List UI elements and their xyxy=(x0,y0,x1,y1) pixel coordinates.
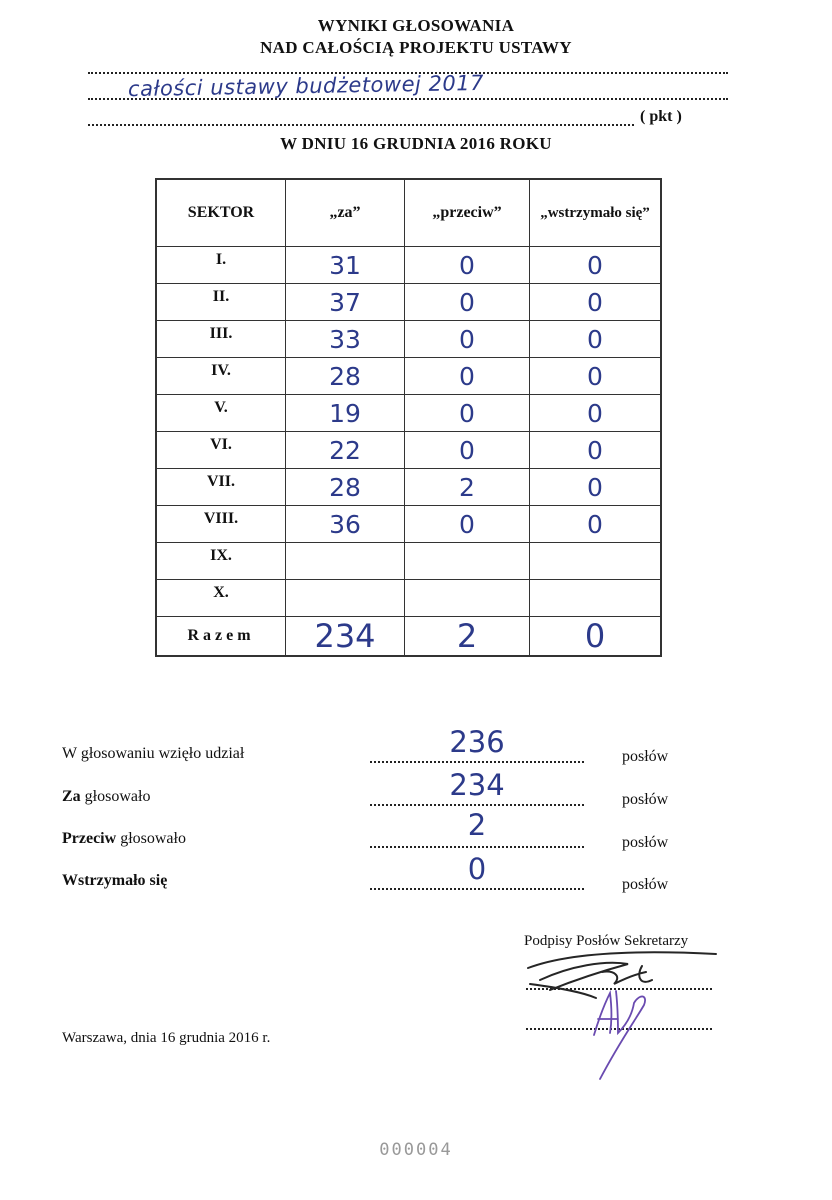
przeciw-cell xyxy=(405,247,530,284)
page-stamp-number: 000004 xyxy=(379,1140,453,1160)
przeciw-cell-value: 0 xyxy=(459,509,475,539)
table-row xyxy=(156,284,661,321)
wstrzymalo-cell xyxy=(530,432,662,469)
sector-cell-value: III. xyxy=(209,325,233,342)
sector-cell xyxy=(156,432,286,469)
wstrzymalo-cell xyxy=(530,580,662,617)
przeciw-cell xyxy=(405,321,530,358)
sector-cell-value: II. xyxy=(212,288,230,305)
pkt-label: ( pkt ) xyxy=(640,108,682,125)
za-cell xyxy=(286,358,405,395)
summary-unit-3: posłów xyxy=(622,834,669,851)
przeciw-cell xyxy=(405,506,530,543)
wstrzymalo-cell xyxy=(530,284,662,321)
sector-cell-value: VIII. xyxy=(203,510,239,527)
sector-cell-value: VI. xyxy=(210,436,232,453)
wstrzymalo-cell xyxy=(530,358,662,395)
za-cell-value: 19 xyxy=(329,398,361,428)
sector-cell xyxy=(156,543,286,580)
wstrzymalo-cell-value: 0 xyxy=(587,398,603,428)
col-header-za: „za” xyxy=(286,179,405,247)
sector-cell xyxy=(156,247,286,284)
sector-cell xyxy=(156,321,286,358)
przeciw-cell xyxy=(405,469,530,506)
za-cell-value: 28 xyxy=(329,361,361,391)
voting-subject-handwritten: całości ustawy budżetowej 2017 xyxy=(127,70,485,102)
sector-cell-value: X. xyxy=(213,584,229,601)
przeciw-cell-value: 0 xyxy=(459,250,475,280)
przeciw-cell xyxy=(405,432,530,469)
total-wstrzymalo: 0 xyxy=(530,617,662,657)
col-header-wstrzymalo: „wstrzymało się” xyxy=(530,179,662,247)
sector-cell-value: IX. xyxy=(210,547,232,564)
przeciw-cell-value: 2 xyxy=(459,472,475,502)
summary-value-1: 236 xyxy=(449,725,505,759)
przeciw-cell-value: 0 xyxy=(459,361,475,391)
za-cell xyxy=(286,395,405,432)
przeciw-cell-value: 0 xyxy=(459,324,475,354)
summary-dots-3 xyxy=(370,846,584,848)
przeciw-cell-value: 0 xyxy=(459,287,475,317)
table-row xyxy=(156,506,661,543)
votes-table xyxy=(155,178,662,657)
table-row xyxy=(156,580,661,617)
table-row xyxy=(156,543,661,580)
table-row xyxy=(156,358,661,395)
przeciw-cell xyxy=(405,358,530,395)
summary-unit-2: posłów xyxy=(622,791,669,808)
summary-dots-4 xyxy=(370,888,584,890)
summary-unit-1: posłów xyxy=(622,748,669,765)
table-row xyxy=(156,247,661,284)
wstrzymalo-cell xyxy=(530,506,662,543)
table-row xyxy=(156,395,661,432)
table-row xyxy=(156,321,661,358)
summary-dots-1 xyxy=(370,761,584,763)
za-cell-value: 36 xyxy=(329,509,361,539)
sector-cell xyxy=(156,506,286,543)
table-header-row xyxy=(156,179,661,247)
sector-cell xyxy=(156,580,286,617)
signature-2-image xyxy=(560,975,680,1085)
sector-cell-value: V. xyxy=(214,399,228,416)
sector-cell xyxy=(156,358,286,395)
sector-cell-value: IV. xyxy=(211,362,231,379)
summary-value-3: 2 xyxy=(467,808,487,842)
sector-cell xyxy=(156,469,286,506)
wstrzymalo-cell-value: 0 xyxy=(587,361,603,391)
sector-cell-value: I. xyxy=(215,251,227,268)
summary-unit-4: posłów xyxy=(622,876,669,893)
table-total-row xyxy=(156,617,661,657)
summary-label-2: Za głosowało xyxy=(62,788,151,805)
wstrzymalo-cell-value: 0 xyxy=(587,324,603,354)
table-row xyxy=(156,469,661,506)
za-cell xyxy=(286,321,405,358)
dotted-line-3 xyxy=(88,124,634,126)
wstrzymalo-cell xyxy=(530,321,662,358)
document-title-line1: WYNIKI GŁOSOWANIA xyxy=(317,16,515,35)
wstrzymalo-cell-value: 0 xyxy=(587,509,603,539)
document-title-line2: NAD CAŁOŚCIĄ PROJEKTU USTAWY xyxy=(260,38,572,57)
za-cell xyxy=(286,543,405,580)
przeciw-cell xyxy=(405,580,530,617)
signatures-label: Podpisy Posłów Sekretarzy xyxy=(524,933,689,949)
wstrzymalo-cell xyxy=(530,543,662,580)
wstrzymalo-cell-value: 0 xyxy=(587,472,603,502)
za-cell xyxy=(286,506,405,543)
summary-label-1: W głosowaniu wzięło udział xyxy=(62,745,245,762)
total-przeciw: 2 xyxy=(405,617,530,657)
za-cell-value: 37 xyxy=(329,287,361,317)
przeciw-cell xyxy=(405,284,530,321)
total-za: 234 xyxy=(286,617,405,657)
total-label: Razem xyxy=(156,617,286,657)
za-cell-value: 33 xyxy=(329,324,361,354)
summary-label-4: Wstrzymało się xyxy=(62,872,168,889)
vote-date: W DNIU 16 GRUDNIA 2016 ROKU xyxy=(280,134,552,153)
za-cell-value: 22 xyxy=(329,435,361,465)
sector-cell xyxy=(156,395,286,432)
za-cell xyxy=(286,432,405,469)
przeciw-cell-value: 0 xyxy=(459,398,475,428)
col-header-sector: SEKTOR xyxy=(156,179,286,247)
summary-dots-2 xyxy=(370,804,584,806)
przeciw-cell xyxy=(405,395,530,432)
za-cell-value: 31 xyxy=(329,250,361,280)
przeciw-cell xyxy=(405,543,530,580)
summary-label-3: Przeciw głosowało xyxy=(62,830,186,847)
za-cell-value: 28 xyxy=(329,472,361,502)
wstrzymalo-cell xyxy=(530,395,662,432)
sector-cell-value: VII. xyxy=(206,473,235,490)
za-cell xyxy=(286,247,405,284)
summary-value-2: 234 xyxy=(449,768,505,802)
przeciw-cell-value: 0 xyxy=(459,435,475,465)
table-row xyxy=(156,432,661,469)
za-cell xyxy=(286,580,405,617)
summary-value-4: 0 xyxy=(467,852,487,886)
za-cell xyxy=(286,284,405,321)
wstrzymalo-cell-value: 0 xyxy=(587,250,603,280)
sector-cell xyxy=(156,284,286,321)
wstrzymalo-cell xyxy=(530,247,662,284)
wstrzymalo-cell xyxy=(530,469,662,506)
za-cell xyxy=(286,469,405,506)
place-and-date: Warszawa, dnia 16 grudnia 2016 r. xyxy=(62,1030,271,1046)
wstrzymalo-cell-value: 0 xyxy=(587,287,603,317)
col-header-przeciw: „przeciw” xyxy=(405,179,530,247)
wstrzymalo-cell-value: 0 xyxy=(587,435,603,465)
